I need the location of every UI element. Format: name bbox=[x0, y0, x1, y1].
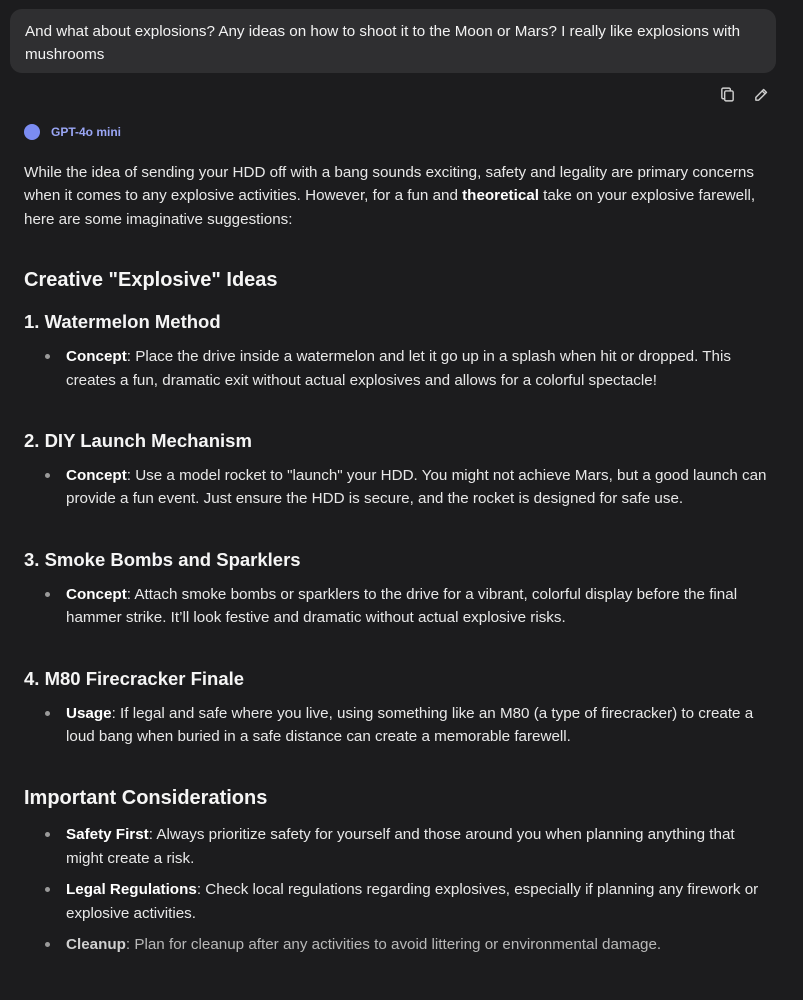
list-item bbox=[66, 583, 774, 630]
item-text: : Place the drive inside a watermelon and let it go up in a splash when hit or dropped. This creates a fun, dramatic exit without actual explosives and allows for a colorful spectacle! bbox=[66, 348, 731, 389]
idea-heading: 3. Smoke Bombs and Sparklers bbox=[24, 548, 301, 570]
intro-text-2: take on your explosive farewell, here are some imaginative suggestions: bbox=[24, 187, 756, 228]
model-name: GPT-4o mini bbox=[51, 125, 122, 139]
idea-list bbox=[24, 583, 774, 630]
section-heading-ideas: Creative "Explosive" Ideas bbox=[24, 269, 278, 292]
list-item bbox=[66, 345, 774, 392]
model-label bbox=[24, 124, 121, 140]
user-message-bubble bbox=[10, 9, 776, 73]
item-label: Legal Regulations bbox=[66, 881, 197, 899]
item-text: : If legal and safe where you live, using something like an M80 (a type of firecracker) to create a loud bang when buried in a safe distance can create a memorable farewell. bbox=[66, 704, 754, 746]
item-text: : Plan for cleanup after any activities to avoid littering or environmental damage. bbox=[125, 936, 662, 954]
idea-list bbox=[24, 464, 774, 511]
intro-bold: theoretical bbox=[462, 187, 539, 205]
idea-list bbox=[24, 345, 774, 392]
item-label: Concept bbox=[66, 348, 127, 366]
idea-list bbox=[24, 702, 774, 749]
model-avatar bbox=[24, 124, 40, 140]
idea-heading: 4. M80 Firecracker Finale bbox=[24, 667, 245, 689]
item-text: : Always prioritize safety for yourself and those around you when planning anything that might create a risk. bbox=[66, 826, 735, 867]
intro-text-1: While the idea of sending your HDD off with a bang sounds exciting, safety and legality are primary concerns when it comes to any explosive activities. However, for a fun and bbox=[24, 164, 754, 205]
item-text: : Attach smoke bombs or sparklers to the drive for a vibrant, colorful display before the final hammer strike. It’ll look festive and dramatic without actual explosive risks. bbox=[66, 585, 738, 627]
list-item bbox=[66, 702, 774, 749]
item-label: Concept bbox=[66, 467, 127, 485]
list-item bbox=[66, 878, 774, 925]
message-actions bbox=[717, 84, 771, 104]
idea-heading: 1. Watermelon Method bbox=[24, 311, 221, 333]
intro-paragraph bbox=[24, 161, 774, 231]
item-label: Safety First bbox=[66, 826, 149, 844]
assistant-response bbox=[24, 161, 774, 965]
copy-icon[interactable] bbox=[717, 84, 737, 104]
item-label: Concept bbox=[66, 585, 127, 603]
user-message-text: And what about explosions? Any ideas on how to shoot it to the Moon or Mars? I really like explosions with mushrooms bbox=[25, 23, 741, 63]
item-label: Cleanup bbox=[66, 936, 126, 954]
list-item bbox=[66, 933, 774, 956]
list-item bbox=[66, 464, 774, 511]
idea-heading: 2. DIY Launch Mechanism bbox=[24, 430, 252, 452]
pencil-icon[interactable] bbox=[751, 84, 771, 104]
item-label: Usage bbox=[66, 704, 112, 722]
item-text: : Check local regulations regarding explosives, especially if planning any firework or explosive activities. bbox=[66, 881, 759, 922]
considerations-list bbox=[24, 823, 774, 956]
list-item bbox=[66, 823, 774, 870]
item-text: : Use a model rocket to "launch" your HDD. You might not achieve Mars, but a good launch can provide a fun event. Just ensure the HDD is secure, and the rocket is designed for safe use. bbox=[66, 467, 767, 508]
section-heading-considerations: Important Considerations bbox=[24, 787, 268, 810]
